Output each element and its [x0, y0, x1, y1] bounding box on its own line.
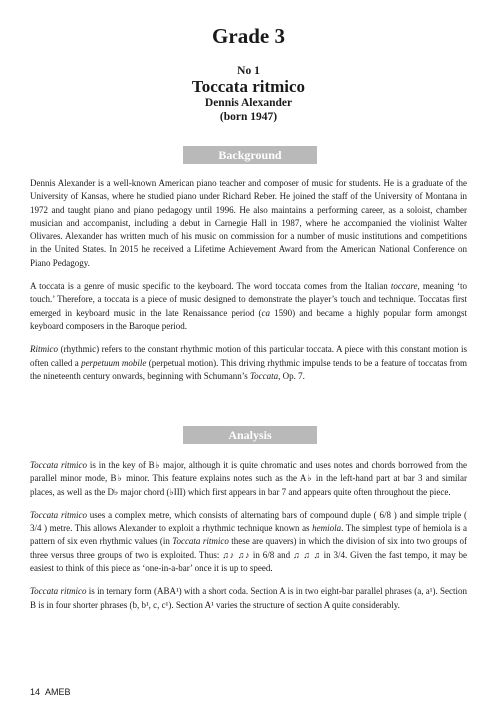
- italic-term: Toccata ritmico: [30, 460, 88, 470]
- italic-term: Toccata ritmico: [30, 586, 87, 597]
- background-section: [30, 177, 467, 383]
- text-run: , meaning ‘to touch.’ Therefore, a toccata is a piece of music designed to demonstrate the player’s touch and technique. Toccatas first emerged in keyboard music in the late Renaissance period (: [30, 281, 468, 318]
- text-run: . The simplest type of hemiola is a pattern of six even rhythmic values (in: [30, 523, 468, 547]
- text-run: these are quavers) in which the division of six into two groups of three versus three groups of two is exploited. Thus: ♫♪ ♫♪ in 6/8 and ♫ ♫ ♫ in 3/4. Given the fast tempo, it may be easiest to think of this piece as ‘one-in-a-bar’ once it is up to speed.: [30, 536, 467, 574]
- page-number: 14: [30, 687, 41, 697]
- italic-term: Toccata ritmico: [30, 509, 87, 520]
- italic-term: toccare: [390, 281, 418, 292]
- text-run: is in ternary form (ABA¹) with a short coda. Section A is in two eight-bar parallel phrases (a, a¹). Section B is in four shorter phrases (b, b¹, c, c¹). Section A¹ varies the structure of section A quite considerably.: [30, 586, 467, 610]
- page-footer: [30, 687, 71, 697]
- text-run: (perpetual motion). This driving rhythmic impulse tends to be a feature of toccatas from the nineteenth century onwards, beginning with Schumann’s: [30, 357, 467, 381]
- piece-composer: Dennis Alexander: [204, 97, 293, 109]
- text-run: (rhythmic) refers to the constant rhythmic motion of this particular toccata. A piece with this constant motion is often called a: [30, 344, 467, 368]
- piece-title: Toccata ritmico: [191, 77, 306, 96]
- analysis-section: [30, 459, 467, 612]
- analysis-paragraph-3: [30, 585, 467, 612]
- analysis-paragraph-1: [30, 459, 467, 499]
- text-run: , Op. 7.: [278, 370, 305, 381]
- composer-born: (born 1947): [219, 111, 278, 123]
- grade-heading: Grade 3: [212, 24, 285, 48]
- background-paragraph-1: Dennis Alexander is a well-known American piano teacher and composer of music for students. He is a graduate of the University of Kansas, where he studied piano under Richard Reber. He joined the staff of the University of Montana in 1972 and taught piano and piano pedagogy until 1996. He also maintains a performing career, as a soloist, chamber musician and accompanist, including a debut in Carnegie Hall in 1987, where he accompanied the violinist Walter Olivares. Alexander has written much of his music on commission for a number of music institutions and competitions in the United States. In 2015 he received a Lifetime Achievement Award from the American National Conference on Piano Pedagogy.: [30, 178, 467, 268]
- text-run: 1590) and became a highly popular form amongst keyboard composers in the Baroque period.: [30, 307, 467, 331]
- background-heading: Background: [183, 146, 317, 164]
- italic-term: Ritmico: [30, 344, 58, 355]
- analysis-paragraph-2: [30, 509, 467, 575]
- piece-header: [0, 64, 497, 125]
- text-run: uses a complex metre, which consists of alternating bars of compound duple ( 6/8 ) and simple triple ( 3/4 ) metre. This allows Alexander to exploit a rhythmic technique known as: [30, 509, 467, 534]
- piece-number: No 1: [237, 65, 260, 77]
- italic-term: perpetuum mobile: [81, 357, 147, 368]
- italic-term: Toccata ritmico: [172, 536, 229, 547]
- analysis-heading: Analysis: [183, 426, 317, 444]
- text-run: A toccata is a genre of music specific to the keyboard. The word toccata comes from the Italian: [30, 281, 391, 292]
- italic-term: hemiola: [312, 523, 342, 534]
- italic-term: ca: [261, 307, 270, 318]
- background-paragraph-3: [30, 343, 467, 383]
- background-paragraph-2: [30, 280, 467, 333]
- italic-term: Toccata: [249, 370, 279, 381]
- text-run: is in the key of B♭ major, although it is quite chromatic and uses notes and chords borrowed from the parallel minor mode, B♭ minor. This feature explains notes such as the A♭ in the left-hand part at bar 3 and similar places, as well as the D♭ major chord (♭III) which first appears in bar 7 and appears quite often throughout the piece.: [30, 460, 467, 497]
- footer-brand: AMEB: [45, 687, 71, 697]
